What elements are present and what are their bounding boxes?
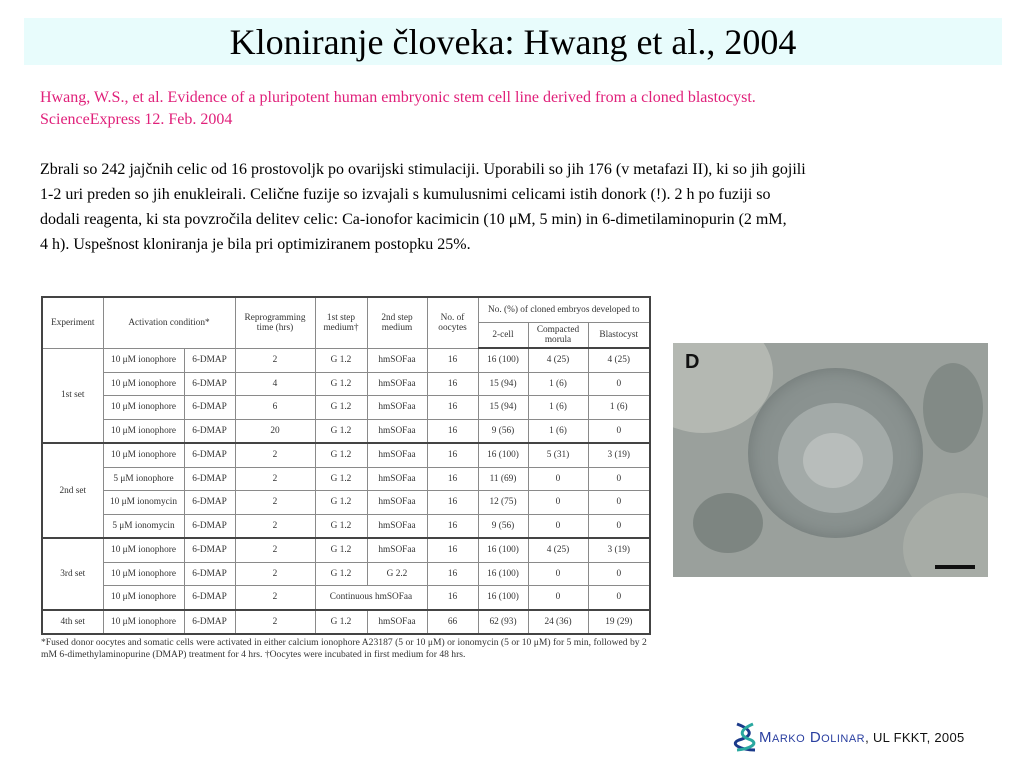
two-cell-count: 16 (100) <box>478 538 528 562</box>
blastocyst-count: 3 (19) <box>588 443 650 467</box>
morula-count: 1 (6) <box>528 396 588 420</box>
reprogramming-time: 2 <box>235 467 315 491</box>
header-activation: Activation condition* <box>103 297 235 348</box>
step2-medium: G 2.2 <box>367 562 427 586</box>
step1-medium: G 1.2 <box>315 610 367 635</box>
activation-agent: 10 μM ionophore <box>103 396 184 420</box>
morula-count: 1 (6) <box>528 372 588 396</box>
table-row <box>42 610 650 635</box>
blastocyst-count: 0 <box>588 372 650 396</box>
two-cell-count: 11 (69) <box>478 467 528 491</box>
table-row <box>42 586 650 610</box>
step1-medium: G 1.2 <box>315 538 367 562</box>
activation-dmap: 6-DMAP <box>184 610 235 635</box>
morula-count: 0 <box>528 467 588 491</box>
step2-medium: hmSOFaa <box>367 610 427 635</box>
step2-medium: hmSOFaa <box>367 443 427 467</box>
citation-line-2: ScienceExpress 12. Feb. 2004 <box>40 111 233 128</box>
blastocyst-count: 0 <box>588 586 650 610</box>
oocyte-count: 16 <box>427 348 478 372</box>
body-line-2: 1-2 uri preden so jih enukleirali. Celične fuzije so izvajali s kumulusnimi celicami istih donork (!). 2 h po fuziji so <box>40 186 771 203</box>
oocyte-count: 16 <box>427 396 478 420</box>
oocyte-count: 16 <box>427 443 478 467</box>
reprogramming-time: 2 <box>235 538 315 562</box>
step2-medium: hmSOFaa <box>367 467 427 491</box>
activation-dmap: 6-DMAP <box>184 586 235 610</box>
header-blastocyst: Blastocyst <box>588 323 650 349</box>
activation-agent: 10 μM ionophore <box>103 586 184 610</box>
activation-dmap: 6-DMAP <box>184 419 235 443</box>
activation-agent: 10 μM ionophore <box>103 443 184 467</box>
body-paragraph <box>40 157 1000 257</box>
activation-agent: 5 μM ionomycin <box>103 514 184 538</box>
activation-agent: 10 μM ionomycin <box>103 491 184 515</box>
table-row <box>42 514 650 538</box>
experiment-table <box>41 296 651 635</box>
header-oocytes: No. of oocytes <box>427 297 478 348</box>
author-footer <box>733 722 965 752</box>
fibroblast-region <box>923 363 983 453</box>
morula-count: 0 <box>528 586 588 610</box>
micrograph-label: D <box>685 351 700 373</box>
reprogramming-time: 2 <box>235 348 315 372</box>
step2-medium: hmSOFaa <box>367 514 427 538</box>
table-row <box>42 491 650 515</box>
morula-count: 0 <box>528 491 588 515</box>
activation-agent: 10 μM ionophore <box>103 348 184 372</box>
step2-medium: hmSOFaa <box>367 348 427 372</box>
two-cell-count: 12 (75) <box>478 491 528 515</box>
cell-colony-micrograph <box>673 343 988 577</box>
reprogramming-time: 2 <box>235 562 315 586</box>
oocyte-count: 16 <box>427 372 478 396</box>
blastocyst-count: 0 <box>588 514 650 538</box>
author-name: Marko Dolinar <box>759 728 866 746</box>
table-row <box>42 419 650 443</box>
fibroblast-region <box>693 493 763 553</box>
reprogramming-time: 20 <box>235 419 315 443</box>
oocyte-count: 16 <box>427 467 478 491</box>
title-bar <box>24 18 1002 65</box>
blastocyst-count: 0 <box>588 491 650 515</box>
two-cell-count: 16 (100) <box>478 562 528 586</box>
oocyte-count: 66 <box>427 610 478 635</box>
activation-dmap: 6-DMAP <box>184 562 235 586</box>
citation-line-1: Hwang, W.S., et al. Evidence of a pluripotent human embryonic stem cell line derived from a cloned blastocyst. <box>40 89 756 106</box>
header-cloned: No. (%) of cloned embryos developed to <box>478 297 650 323</box>
activation-agent: 10 μM ionophore <box>103 538 184 562</box>
table-row <box>42 467 650 491</box>
header-reprogramming: Reprogramming time (hrs) <box>235 297 315 348</box>
two-cell-count: 9 (56) <box>478 514 528 538</box>
step1-medium: G 1.2 <box>315 372 367 396</box>
step2-medium: hmSOFaa <box>367 396 427 420</box>
two-cell-count: 15 (94) <box>478 396 528 420</box>
two-cell-count: 9 (56) <box>478 419 528 443</box>
oocyte-count: 16 <box>427 562 478 586</box>
step2-medium: hmSOFaa <box>367 538 427 562</box>
morula-count: 24 (36) <box>528 610 588 635</box>
reprogramming-time: 2 <box>235 610 315 635</box>
header-step1: 1st step medium† <box>315 297 367 348</box>
reprogramming-time: 6 <box>235 396 315 420</box>
blastocyst-count: 4 (25) <box>588 348 650 372</box>
blastocyst-count: 0 <box>588 419 650 443</box>
header-morula: Compacted morula <box>528 323 588 349</box>
step1-medium: G 1.2 <box>315 467 367 491</box>
activation-agent: 10 μM ionophore <box>103 419 184 443</box>
step2-medium: hmSOFaa <box>367 372 427 396</box>
two-cell-count: 62 (93) <box>478 610 528 635</box>
oocyte-count: 16 <box>427 514 478 538</box>
table-footnote: *Fused donor oocytes and somatic cells were activated in either calcium ionophore A23187 (5 or 10 μM) or ionomycin (5 or 10 μM) for 5 min, followed by 2 mM 6-dimethylaminopurine (DMAP) treatment for 4 hrs. †Oocytes were incubated in first medium for 48 hrs. <box>41 637 647 660</box>
two-cell-count: 16 (100) <box>478 586 528 610</box>
step1-medium: G 1.2 <box>315 396 367 420</box>
step2-medium: hmSOFaa <box>367 491 427 515</box>
author-affiliation: , UL FKKT, 2005 <box>865 729 965 745</box>
blastocyst-count: 3 (19) <box>588 538 650 562</box>
table-row <box>42 538 650 562</box>
activation-dmap: 6-DMAP <box>184 491 235 515</box>
reprogramming-time: 4 <box>235 372 315 396</box>
step1-medium: G 1.2 <box>315 514 367 538</box>
morula-count: 4 (25) <box>528 538 588 562</box>
activation-dmap: 6-DMAP <box>184 467 235 491</box>
header-experiment: Experiment <box>42 297 103 348</box>
citation <box>40 87 1000 131</box>
step1-medium: G 1.2 <box>315 419 367 443</box>
oocyte-count: 16 <box>427 419 478 443</box>
morula-count: 0 <box>528 562 588 586</box>
table-row <box>42 348 650 372</box>
step1-medium: G 1.2 <box>315 491 367 515</box>
reprogramming-time: 2 <box>235 514 315 538</box>
activation-agent: 10 μM ionophore <box>103 372 184 396</box>
morula-count: 0 <box>528 514 588 538</box>
body-line-1: Zbrali so 242 jajčnih celic od 16 prostovoljk po ovarijski stimulaciji. Uporabili so jih 176 (v metafazi II), ki so jih gojili <box>40 161 806 178</box>
table-row <box>42 372 650 396</box>
reprogramming-time: 2 <box>235 586 315 610</box>
slide-title: Kloniranje človeka: Hwang et al., 2004 <box>229 22 797 62</box>
step1-medium: G 1.2 <box>315 562 367 586</box>
table-row <box>42 443 650 467</box>
reprogramming-time: 2 <box>235 491 315 515</box>
blastocyst-count: 1 (6) <box>588 396 650 420</box>
activation-dmap: 6-DMAP <box>184 396 235 420</box>
activation-agent: 10 μM ionophore <box>103 562 184 586</box>
activation-agent: 5 μM ionophore <box>103 467 184 491</box>
activation-dmap: 6-DMAP <box>184 348 235 372</box>
activation-dmap: 6-DMAP <box>184 538 235 562</box>
activation-dmap: 6-DMAP <box>184 514 235 538</box>
table-body <box>42 348 650 634</box>
blastocyst-count: 0 <box>588 467 650 491</box>
morula-count: 4 (25) <box>528 348 588 372</box>
oocyte-count: 16 <box>427 491 478 515</box>
two-cell-count: 15 (94) <box>478 372 528 396</box>
colony-core <box>803 433 863 488</box>
header-2cell: 2-cell <box>478 323 528 349</box>
scale-bar <box>935 565 975 569</box>
table-row <box>42 396 650 420</box>
set-name: 2nd set <box>42 443 103 538</box>
experiment-table-wrapper <box>41 296 649 660</box>
set-name: 3rd set <box>42 538 103 610</box>
body-line-4: 4 h). Uspešnost kloniranja je bila pri optimiziranem postopku 25%. <box>40 236 471 253</box>
set-name: 1st set <box>42 348 103 443</box>
blastocyst-count: 0 <box>588 562 650 586</box>
set-name: 4th set <box>42 610 103 635</box>
morula-count: 1 (6) <box>528 419 588 443</box>
reprogramming-time: 2 <box>235 443 315 467</box>
two-cell-count: 16 (100) <box>478 443 528 467</box>
step1-medium: G 1.2 <box>315 443 367 467</box>
step2-medium: hmSOFaa <box>367 419 427 443</box>
blastocyst-count: 19 (29) <box>588 610 650 635</box>
dna-helix-icon <box>733 722 759 752</box>
continuous-medium: Continuous hmSOFaa <box>315 586 427 610</box>
oocyte-count: 16 <box>427 538 478 562</box>
oocyte-count: 16 <box>427 586 478 610</box>
header-step2: 2nd step medium <box>367 297 427 348</box>
activation-dmap: 6-DMAP <box>184 372 235 396</box>
body-line-3: dodali reagenta, ki sta povzročila delitev celic: Ca-ionofor kacimicin (10 μM, 5 min) in 6-dimetilaminopurin (2 mM, <box>40 211 787 228</box>
step1-medium: G 1.2 <box>315 348 367 372</box>
activation-dmap: 6-DMAP <box>184 443 235 467</box>
two-cell-count: 16 (100) <box>478 348 528 372</box>
activation-agent: 10 μM ionophore <box>103 610 184 635</box>
table-row <box>42 562 650 586</box>
morula-count: 5 (31) <box>528 443 588 467</box>
